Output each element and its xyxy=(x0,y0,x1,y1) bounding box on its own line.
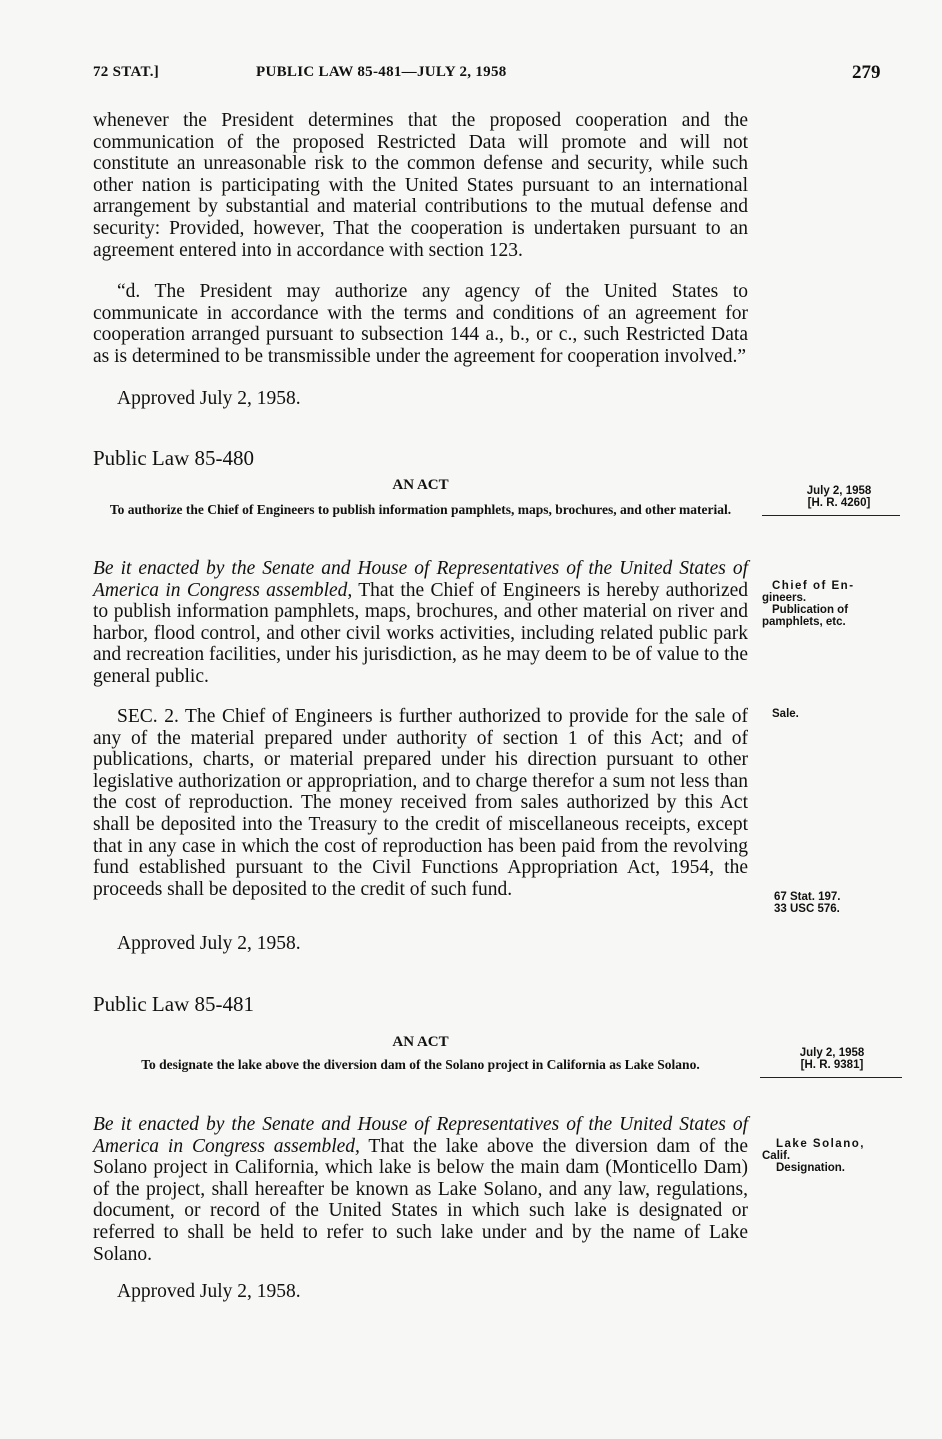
margin-note: pamphlets, etc. xyxy=(762,616,846,628)
margin-note: Publication of xyxy=(772,604,849,616)
approval-line: Approved July 2, 1958. xyxy=(117,933,301,954)
margin-note: Calif. xyxy=(762,1150,791,1162)
margin-rule xyxy=(762,515,900,516)
margin-bill-number: [H. R. 4260] xyxy=(807,497,871,509)
margin-note: gineers. xyxy=(762,592,807,604)
margin-date: July 2, 1958 xyxy=(799,1047,865,1059)
approval-line: Approved July 2, 1958. xyxy=(117,1281,301,1302)
margin-note: Chief of En- xyxy=(772,580,855,592)
act-label: AN ACT xyxy=(392,477,449,493)
margin-citation: 67 Stat. 197. xyxy=(774,891,841,903)
enacting-clause: Be it enacted by the Senate and House of Representatives of the United States of America in Congress assembled, xyxy=(93,1114,748,1157)
approval-line: Approved July 2, 1958. xyxy=(117,388,301,409)
page-number: 279 xyxy=(852,62,881,83)
margin-note: Designation. xyxy=(776,1162,846,1174)
act-title: To designate the lake above the diversion dam of the Solano project in California as Lake Solano. xyxy=(141,1057,700,1072)
margin-bill-number: [H. R. 9381] xyxy=(800,1059,864,1071)
act-text-section-1 xyxy=(93,558,748,688)
continued-paragraph: whenever the President determines that the proposed cooperation and the communication of the proposed Restricted Data will promote and will not constitute an unreasonable risk to the common defense and security, while such other nation is participating with the United States pursuant to an international arrangement by substantial and material contributions to the mutual defense and security: Provided, however, That the cooperation is undertaken pursuant to an agreement entered into in accordance with section 123. xyxy=(93,110,748,261)
public-law-heading: Public Law 85-481 xyxy=(93,992,254,1016)
act-title: To authorize the Chief of Engineers to publish information pamphlets, maps, brochures, and other material. xyxy=(109,502,732,517)
section-2-text: SEC. 2. The Chief of Engineers is further authorized to provide for the sale of any of the material prepared under authority of section 1 of this Act; and of publications, charts, or material prepared under his direction pursuant to other legislative authorization or appropriation, and to charge therefor a sum not less than the cost of reproduction. The money received from sales authorized by this Act shall be deposited into the Treasury to the credit of miscellaneous receipts, except that in any case in which the cost of reproduction has been paid from the revolving fund established pursuant to the Civil Functions Appropriation Act, 1954, the proceeds shall be deposited to the credit of such fund. xyxy=(93,706,748,900)
act-text-section-1 xyxy=(93,1114,748,1265)
act-label: AN ACT xyxy=(392,1034,449,1050)
margin-rule xyxy=(760,1077,902,1078)
running-header-volume: 72 STAT.] xyxy=(93,64,160,80)
subsection-d-paragraph: “d. The President may authorize any agency of the United States to communicate in accordance with the terms and conditions of an agreement for cooperation arranged pursuant to subsection 144 a., b., or c., such Restricted Data as is determined to be transmissible under the agreement for cooperation involved.” xyxy=(93,281,748,367)
running-header-title: PUBLIC LAW 85-481—JULY 2, 1958 xyxy=(256,64,507,80)
enacting-clause: Be it enacted by the Senate and House of Representatives of the United States of America in Congress assembled, xyxy=(93,558,748,601)
public-law-heading: Public Law 85-480 xyxy=(93,446,254,470)
margin-citation: 33 USC 576. xyxy=(774,903,840,915)
margin-note: Lake Solano, xyxy=(776,1138,865,1150)
section-1-text: That the lake above the diversion dam of the Solano project in California, which lake is below the main dam (Monticello Dam) of the project, shall hereafter be known as Lake Solano, and any law, regulations, document, or record of the United States in which such lake is designated or referred to shall be held to refer to such lake under and by the name of Lake Solano. xyxy=(93,1135,748,1265)
margin-note-sale: Sale. xyxy=(772,708,799,720)
section-1-text: That the Chief of Engineers is hereby authorized to publish information pamphlets, maps, brochures, and other material on river and harbor, flood control, and other civil works activities, including related public park and recreation facilities, under his jurisdiction, as he may deem to be of value to the general public. xyxy=(93,579,749,687)
margin-date: July 2, 1958 xyxy=(806,485,872,497)
